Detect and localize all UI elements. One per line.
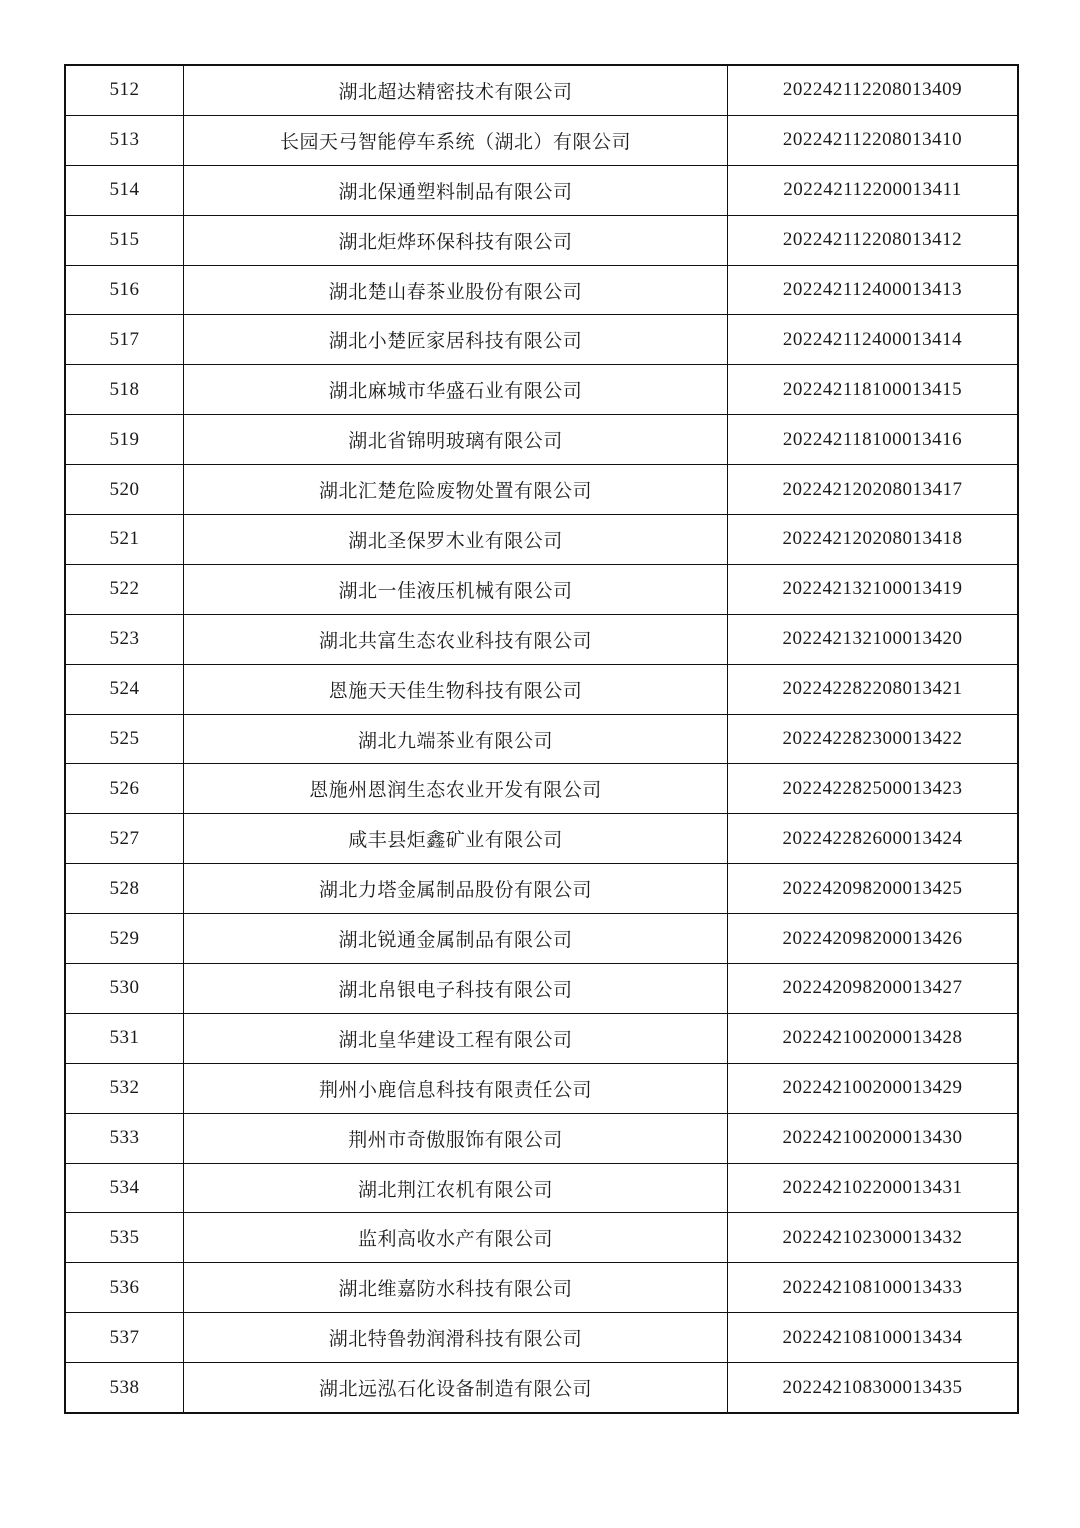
row-number-cell: 513	[65, 115, 184, 165]
table-row	[65, 864, 1018, 914]
row-number-cell: 516	[65, 265, 184, 315]
table-row	[65, 165, 1018, 215]
registration-code-cell: 202242282600013424	[728, 814, 1019, 864]
table-row	[65, 1363, 1018, 1413]
table-row	[65, 664, 1018, 714]
registration-code-cell: 202242098200013425	[728, 864, 1019, 914]
table-row	[65, 115, 1018, 165]
row-number-cell: 537	[65, 1313, 184, 1363]
table-row	[65, 564, 1018, 614]
table-row	[65, 215, 1018, 265]
registration-code-cell: 202242120208013418	[728, 515, 1019, 565]
registration-code-cell: 202242098200013427	[728, 964, 1019, 1014]
registration-code-cell: 202242112400013414	[728, 315, 1019, 365]
registration-code-cell: 202242120208013417	[728, 465, 1019, 515]
registration-code-cell: 202242112200013411	[728, 165, 1019, 215]
row-number-cell: 514	[65, 165, 184, 215]
row-number-cell: 515	[65, 215, 184, 265]
registration-code-cell: 202242108100013434	[728, 1313, 1019, 1363]
registration-code-cell: 202242132100013420	[728, 614, 1019, 664]
registration-code-cell: 202242132100013419	[728, 564, 1019, 614]
table-row	[65, 1013, 1018, 1063]
registration-code-cell: 202242118100013416	[728, 415, 1019, 465]
table-row	[65, 415, 1018, 465]
company-name-cell: 湖北圣保罗木业有限公司	[184, 515, 728, 565]
company-name-cell: 湖北楚山春茶业股份有限公司	[184, 265, 728, 315]
row-number-cell: 522	[65, 564, 184, 614]
company-name-cell: 湖北汇楚危险废物处置有限公司	[184, 465, 728, 515]
company-name-cell: 湖北麻城市华盛石业有限公司	[184, 365, 728, 415]
table-row	[65, 1263, 1018, 1313]
table-row	[65, 315, 1018, 365]
company-name-cell: 荆州小鹿信息科技有限责任公司	[184, 1063, 728, 1113]
company-name-cell: 湖北锐通金属制品有限公司	[184, 914, 728, 964]
row-number-cell: 528	[65, 864, 184, 914]
registration-code-cell: 202242282300013422	[728, 714, 1019, 764]
table-row	[65, 1313, 1018, 1363]
row-number-cell: 519	[65, 415, 184, 465]
registration-code-cell: 202242100200013428	[728, 1013, 1019, 1063]
registration-code-cell: 202242112400013413	[728, 265, 1019, 315]
table-row	[65, 1213, 1018, 1263]
row-number-cell: 531	[65, 1013, 184, 1063]
row-number-cell: 524	[65, 664, 184, 714]
company-name-cell: 荆州市奇傲服饰有限公司	[184, 1113, 728, 1163]
company-name-cell: 湖北九端茶业有限公司	[184, 714, 728, 764]
row-number-cell: 536	[65, 1263, 184, 1313]
registration-code-cell: 202242108300013435	[728, 1363, 1019, 1413]
table-body	[65, 65, 1018, 1413]
company-name-cell: 湖北皇华建设工程有限公司	[184, 1013, 728, 1063]
company-name-cell: 湖北维嘉防水科技有限公司	[184, 1263, 728, 1313]
company-name-cell: 湖北省锦明玻璃有限公司	[184, 415, 728, 465]
company-name-cell: 恩施州恩润生态农业开发有限公司	[184, 764, 728, 814]
company-name-cell: 长园天弓智能停车系统（湖北）有限公司	[184, 115, 728, 165]
row-number-cell: 517	[65, 315, 184, 365]
company-name-cell: 湖北保通塑料制品有限公司	[184, 165, 728, 215]
row-number-cell: 523	[65, 614, 184, 664]
registration-code-cell: 202242102200013431	[728, 1163, 1019, 1213]
row-number-cell: 534	[65, 1163, 184, 1213]
registration-code-cell: 202242282208013421	[728, 664, 1019, 714]
row-number-cell: 518	[65, 365, 184, 415]
table-row	[65, 714, 1018, 764]
table-row	[65, 814, 1018, 864]
company-name-cell: 咸丰县炬鑫矿业有限公司	[184, 814, 728, 864]
table-row	[65, 914, 1018, 964]
row-number-cell: 526	[65, 764, 184, 814]
company-name-cell: 湖北共富生态农业科技有限公司	[184, 614, 728, 664]
registration-code-cell: 202242102300013432	[728, 1213, 1019, 1263]
company-name-cell: 监利高收水产有限公司	[184, 1213, 728, 1263]
row-number-cell: 535	[65, 1213, 184, 1263]
table-row	[65, 265, 1018, 315]
table-row	[65, 1113, 1018, 1163]
row-number-cell: 529	[65, 914, 184, 964]
row-number-cell: 525	[65, 714, 184, 764]
company-name-cell: 湖北荆江农机有限公司	[184, 1163, 728, 1213]
row-number-cell: 530	[65, 964, 184, 1014]
table-row	[65, 764, 1018, 814]
table-row	[65, 465, 1018, 515]
company-name-cell: 湖北炬烨环保科技有限公司	[184, 215, 728, 265]
registration-code-cell: 202242108100013433	[728, 1263, 1019, 1313]
row-number-cell: 527	[65, 814, 184, 864]
company-name-cell: 湖北特鲁勃润滑科技有限公司	[184, 1313, 728, 1363]
table-row	[65, 65, 1018, 115]
table-row	[65, 964, 1018, 1014]
row-number-cell: 538	[65, 1363, 184, 1413]
registration-code-cell: 202242112208013409	[728, 65, 1019, 115]
registration-code-cell: 202242112208013410	[728, 115, 1019, 165]
row-number-cell: 521	[65, 515, 184, 565]
row-number-cell: 532	[65, 1063, 184, 1113]
row-number-cell: 520	[65, 465, 184, 515]
company-name-cell: 湖北一佳液压机械有限公司	[184, 564, 728, 614]
company-name-cell: 湖北超达精密技术有限公司	[184, 65, 728, 115]
registration-code-cell: 202242100200013429	[728, 1063, 1019, 1113]
registration-code-cell: 202242100200013430	[728, 1113, 1019, 1163]
company-name-cell: 湖北远泓石化设备制造有限公司	[184, 1363, 728, 1413]
registration-code-cell: 202242112208013412	[728, 215, 1019, 265]
registration-code-cell: 202242118100013415	[728, 365, 1019, 415]
row-number-cell: 512	[65, 65, 184, 115]
table-row	[65, 1063, 1018, 1113]
company-name-cell: 湖北力塔金属制品股份有限公司	[184, 864, 728, 914]
table-row	[65, 515, 1018, 565]
company-registry-table	[64, 64, 1019, 1414]
company-name-cell: 湖北小楚匠家居科技有限公司	[184, 315, 728, 365]
row-number-cell: 533	[65, 1113, 184, 1163]
table-row	[65, 1163, 1018, 1213]
registration-code-cell: 202242098200013426	[728, 914, 1019, 964]
company-name-cell: 湖北帛银电子科技有限公司	[184, 964, 728, 1014]
table-row	[65, 614, 1018, 664]
registration-code-cell: 202242282500013423	[728, 764, 1019, 814]
company-name-cell: 恩施天天佳生物科技有限公司	[184, 664, 728, 714]
table-row	[65, 365, 1018, 415]
